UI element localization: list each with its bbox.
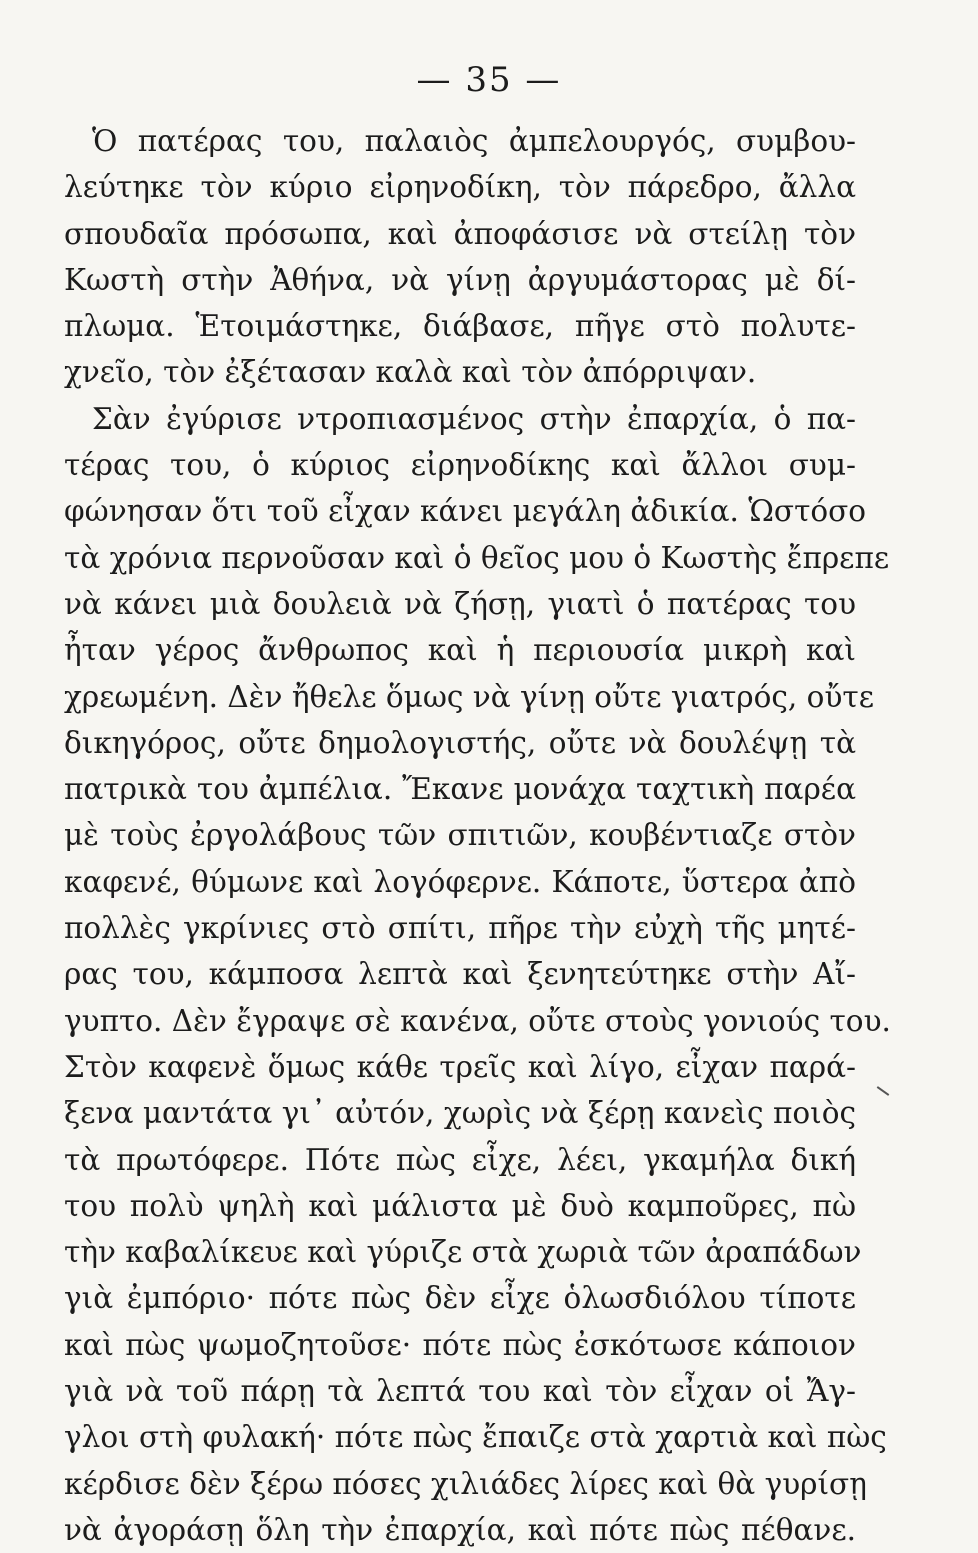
text-line: τὰ πρωτόφερε. Πότε πὼς εἶχε, λέει, γκαμήλα δική [64, 1142, 856, 1177]
text-line: τὰ χρόνια περνοῦσαν καὶ ὁ θεῖος μου ὁ Κωστὴς ἔπρεπε [64, 540, 890, 575]
text-line: σπουδαῖα πρόσωπα, καὶ ἀποφάσισε νὰ στείλῃ τὸν [64, 216, 856, 251]
text-line: Σὰν ἐγύρισε ντροπιασμένος στὴν ἐπαρχία, ὁ πα- [92, 401, 856, 436]
text-line: μὲ τοὺς ἐργολάβους τῶν σπιτιῶν, κουβέντιαζε στὸν [64, 818, 856, 853]
text-line: νὰ κάνει μιὰ δουλειὰ νὰ ζήσῃ, γιατὶ ὁ πατέρας του [64, 586, 856, 621]
text-line: χνεῖο, τὸν ἐξέτασαν καλὰ καὶ τὸν ἀπόρριψαν. [64, 355, 757, 390]
text-line: ρας του, κάμποσα λεπτὰ καὶ ξενητεύτηκε στὴν Αἴ- [64, 957, 856, 992]
text-line: ξενα μαντάτα γι᾿ αὐτόν, χωρὶς νὰ ξέρῃ κανεὶς ποιὸς [64, 1096, 856, 1131]
text-line: χρεωμένη. Δὲν ἤθελε ὅμως νὰ γίνῃ οὔτε γιατρός, οὔτε [64, 679, 874, 714]
body-text [64, 118, 891, 1553]
text-line: νὰ ἀγοράσῃ ὅλη τὴν ἐπαρχία, καὶ πότε πὼς πέθανε. [64, 1512, 856, 1547]
text-line: γλοι στὴ φυλακή· πότε πὼς ἔπαιζε στὰ χαρτιὰ καὶ πὼς [64, 1420, 887, 1455]
text-line: καφενέ, θύμωνε καὶ λογόφερνε. Κάποτε, ὕστερα ἀπὸ [64, 864, 856, 899]
text-line: κέρδισε δὲν ξέρω πόσες χιλιάδες λίρες καὶ θὰ γυρίσῃ [64, 1466, 867, 1501]
text-line: πολλὲς γκρίνιες στὸ σπίτι, πῆρε τὴν εὐχὴ τῆς μητέ- [64, 911, 856, 946]
text-line: γυπτο. Δὲν ἔγραψε σὲ κανένα, οὔτε στοὺς γονιούς του. [64, 1003, 891, 1038]
text-line: γιὰ νὰ τοῦ πάρῃ τὰ λεπτά του καὶ τὸν εἶχαν οἱ Ἄγ- [64, 1374, 856, 1409]
page-number: — 35 — [416, 60, 562, 100]
text-line: λεύτηκε τὸν κύριο εἰρηνοδίκη, τὸν πάρεδρο, ἄλλα [64, 170, 856, 205]
text-line: Ὁ πατέρας του, παλαιὸς ἀμπελουργός, συμβου- [92, 124, 856, 158]
text-line: καὶ πὼς ψωμοζητοῦσε· πότε πὼς ἐσκότωσε κάποιον [64, 1327, 856, 1362]
text-line: Κωστὴ στὴν Ἀθήνα, νὰ γίνῃ ἀργυμάστορας μὲ δί- [64, 262, 856, 297]
text-line: Στὸν καφενὲ ὅμως κάθε τρεῖς καὶ λίγο, εἶχαν παρά- [64, 1049, 856, 1084]
text-line: τέρας του, ὁ κύριος εἰρηνοδίκης καὶ ἄλλοι συμ- [64, 448, 856, 483]
stray-ink-mark [877, 1086, 890, 1096]
text-line: ἦταν γέρος ἄνθρωπος καὶ ἡ περιουσία μικρὴ καὶ [64, 633, 856, 668]
text-line: του πολὺ ψηλὴ καὶ μάλιστα μὲ δυὸ καμποῦρες, πὼ [64, 1188, 856, 1223]
text-line: πλωμα. Ἑτοιμάστηκε, διάβασε, πῆγε στὸ πολυτε- [64, 309, 856, 344]
text-line: φώνησαν ὅτι τοῦ εἶχαν κάνει μεγάλη ἀδικία. Ὡστόσο [64, 494, 867, 529]
text-line: γιὰ ἐμπόριο· πότε πὼς δὲν εἶχε ὁλωσδιόλου τίποτε [64, 1281, 856, 1316]
text-line: πατρικὰ του ἀμπέλια. Ἔκανε μονάχα ταχτικὴ παρέα [64, 772, 856, 807]
text-line: τὴν καβαλίκευε καὶ γύριζε στὰ χωριὰ τῶν ἀραπάδων [64, 1235, 862, 1270]
text-line: δικηγόρος, οὔτε δημολογιστής, οὔτε νὰ δουλέψῃ τὰ [64, 725, 856, 760]
